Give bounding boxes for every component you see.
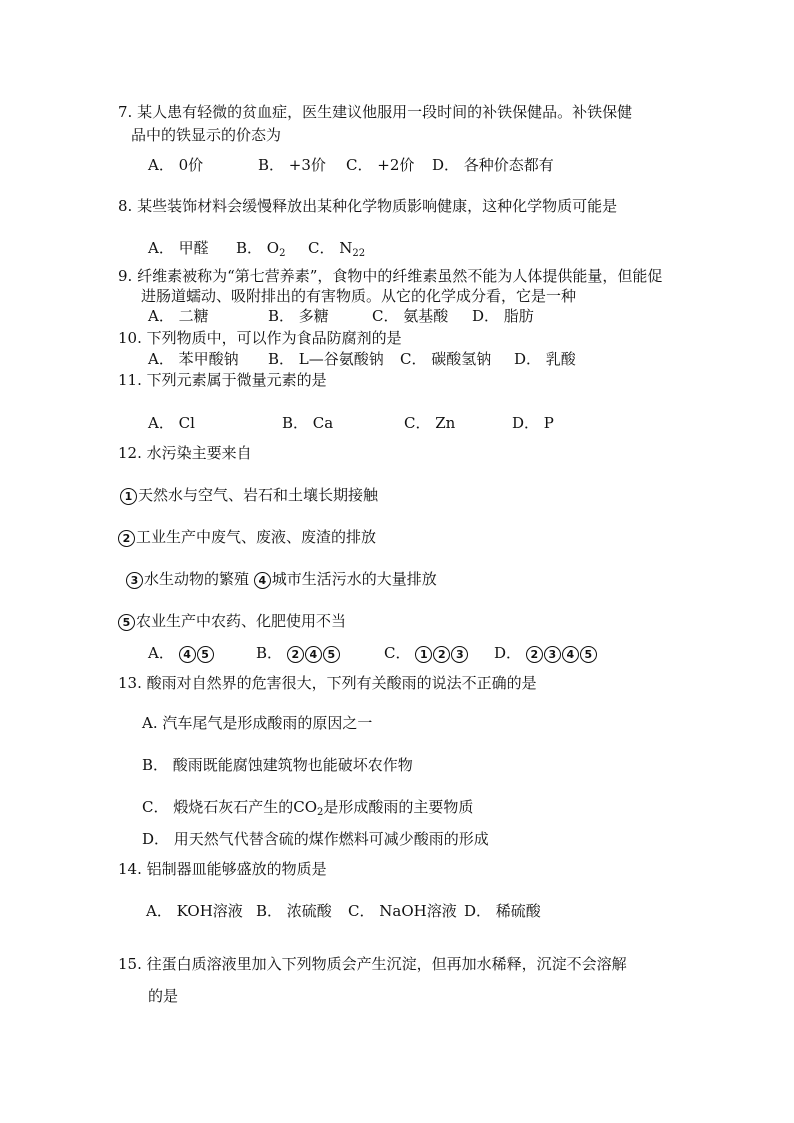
q14-option-a: A． KOH溶液	[146, 902, 243, 920]
q8-option-b-subscript: 2	[279, 248, 286, 259]
q12-option-c	[384, 643, 469, 663]
q12-option-d-num-1: 2	[526, 646, 543, 663]
q9-option-d: D． 脂肪	[472, 307, 534, 325]
q10-option-c: C． 碳酸氢钠	[400, 350, 492, 368]
q12-option-a-num-2: 5	[197, 646, 214, 663]
q11-option-c: C． Zn	[404, 414, 456, 432]
q8-option-c-text: C． N	[308, 239, 353, 257]
q15-stem-line2: 的是	[148, 987, 179, 1005]
q8-option-c	[308, 238, 365, 264]
q12-stem-line1: 12. 水污染主要来自	[118, 444, 252, 462]
q12-option-d-num-2: 3	[544, 646, 561, 663]
q12-item-5-text: 农业生产中农药、化肥使用不当	[136, 612, 347, 630]
q11-option-d: D． P	[512, 414, 554, 432]
q12-option-a-num-1: 4	[179, 646, 196, 663]
q12-item-4-text: 城市生活污水的大量排放	[271, 570, 437, 588]
q11-option-b: B． Ca	[282, 414, 334, 432]
q8-stem-line1: 8. 某些装饰材料会缓慢释放出某种化学物质影响健康，这种化学物质可能是	[118, 197, 618, 215]
q9-option-a: A． 二糖	[148, 307, 209, 325]
q13-option-b: B． 酸雨既能腐蚀建筑物也能破坏农作物	[142, 756, 413, 774]
q12-option-b-num-1: 2	[287, 646, 304, 663]
q8-option-c-subscript: 22	[352, 248, 366, 259]
q12-item-1-text: 天然水与空气、岩石和土壤长期接触	[138, 486, 379, 504]
q10-stem-line1: 10. 下列物质中，可以作为食品防腐剂的是	[118, 329, 402, 347]
q12-item-2	[118, 527, 376, 547]
q12-option-d-num-4: 5	[580, 646, 597, 663]
q7-option-d: D． 各种价态都有	[432, 156, 554, 174]
q12-option-b-label: B．	[256, 644, 283, 662]
q9-stem-line2: 进肠道蠕动、吸附排出的有害物质。从它的化学成分看，它是一种	[141, 287, 577, 305]
q12-option-c-num-3: 3	[451, 646, 468, 663]
q12-option-c-num-2: 2	[433, 646, 450, 663]
q12-option-b	[256, 643, 341, 663]
q14-option-c: C． NaOH溶液	[348, 902, 457, 920]
q12-item-5-number: 5	[118, 614, 135, 631]
q12-option-a	[148, 643, 215, 663]
q12-option-c-num-1: 1	[415, 646, 432, 663]
q7-stem-line1: 7. 某人患有轻微的贫血症，医生建议他服用一段时间的补铁保健品。补铁保健	[118, 103, 633, 121]
q13-option-c-subscript: 2	[317, 807, 324, 818]
q10-option-d: D． 乳酸	[514, 350, 576, 368]
q14-stem-line1: 14. 铝制器皿能够盛放的物质是	[118, 860, 327, 878]
q12-item-4-number: 4	[254, 572, 271, 589]
q11-stem-line1: 11. 下列元素属于微量元素的是	[118, 371, 327, 389]
q13-stem-line1: 13. 酸雨对自然界的危害很大，下列有关酸雨的说法不正确的是	[118, 674, 537, 692]
q12-option-b-num-2: 4	[305, 646, 322, 663]
q12-option-a-label: A．	[148, 644, 174, 662]
q12-item-3-text: 水生动物的繁殖	[144, 570, 250, 588]
q12-item-1-number: 1	[120, 488, 137, 505]
q12-option-d	[494, 643, 598, 663]
q13-option-c-text: C． 煅烧石灰石产生的CO	[142, 798, 318, 816]
q9-option-c: C． 氨基酸	[372, 307, 449, 325]
q13-option-c	[142, 797, 473, 823]
q9-option-b: B． 多糖	[268, 307, 329, 325]
q7-stem-line2: 品中的铁显示的价态为	[131, 126, 282, 144]
q13-option-c-text-end: 是形成酸雨的主要物质	[323, 798, 474, 816]
q13-option-d: D． 用天然气代替含硫的煤作燃料可减少酸雨的形成	[142, 830, 489, 848]
q8-option-a: A． 甲醛	[148, 239, 209, 257]
q7-option-c: C． +2价	[346, 156, 415, 174]
q10-option-b: B． L—谷氨酸钠	[268, 350, 384, 368]
q15-stem-line1: 15. 往蛋白质溶液里加入下列物质会产生沉淀，但再加水稀释，沉淀不会溶解	[118, 955, 627, 973]
q14-option-d: D． 稀硫酸	[464, 902, 541, 920]
q12-option-c-label: C．	[384, 644, 411, 662]
q7-option-b: B． +3价	[258, 156, 326, 174]
q10-option-a: A． 苯甲酸钠	[148, 350, 239, 368]
q14-option-b: B． 浓硫酸	[256, 902, 332, 920]
q12-item-2-number: 2	[118, 530, 135, 547]
q7-option-a: A． 0价	[148, 156, 204, 174]
q12-option-b-num-3: 5	[323, 646, 340, 663]
q12-item-1	[120, 485, 378, 505]
q12-item-3-number: 3	[126, 572, 143, 589]
q8-option-b-text: B． O	[236, 239, 280, 257]
q12-item-5	[118, 611, 346, 631]
q12-option-d-label: D．	[494, 644, 522, 662]
q13-option-a: A. 汽车尾气是形成酸雨的原因之一	[142, 714, 373, 732]
q12-option-d-num-3: 4	[562, 646, 579, 663]
q8-option-b	[236, 238, 285, 264]
q12-item-3-4	[126, 569, 437, 589]
q11-option-a: A． Cl	[148, 414, 195, 432]
q9-stem-line1: 9. 纤维素被称为“第七营养素”，食物中的纤维素虽然不能为人体提供能量，但能促	[118, 267, 663, 285]
q12-item-2-text: 工业生产中废气、废液、废渣的排放	[136, 528, 377, 546]
